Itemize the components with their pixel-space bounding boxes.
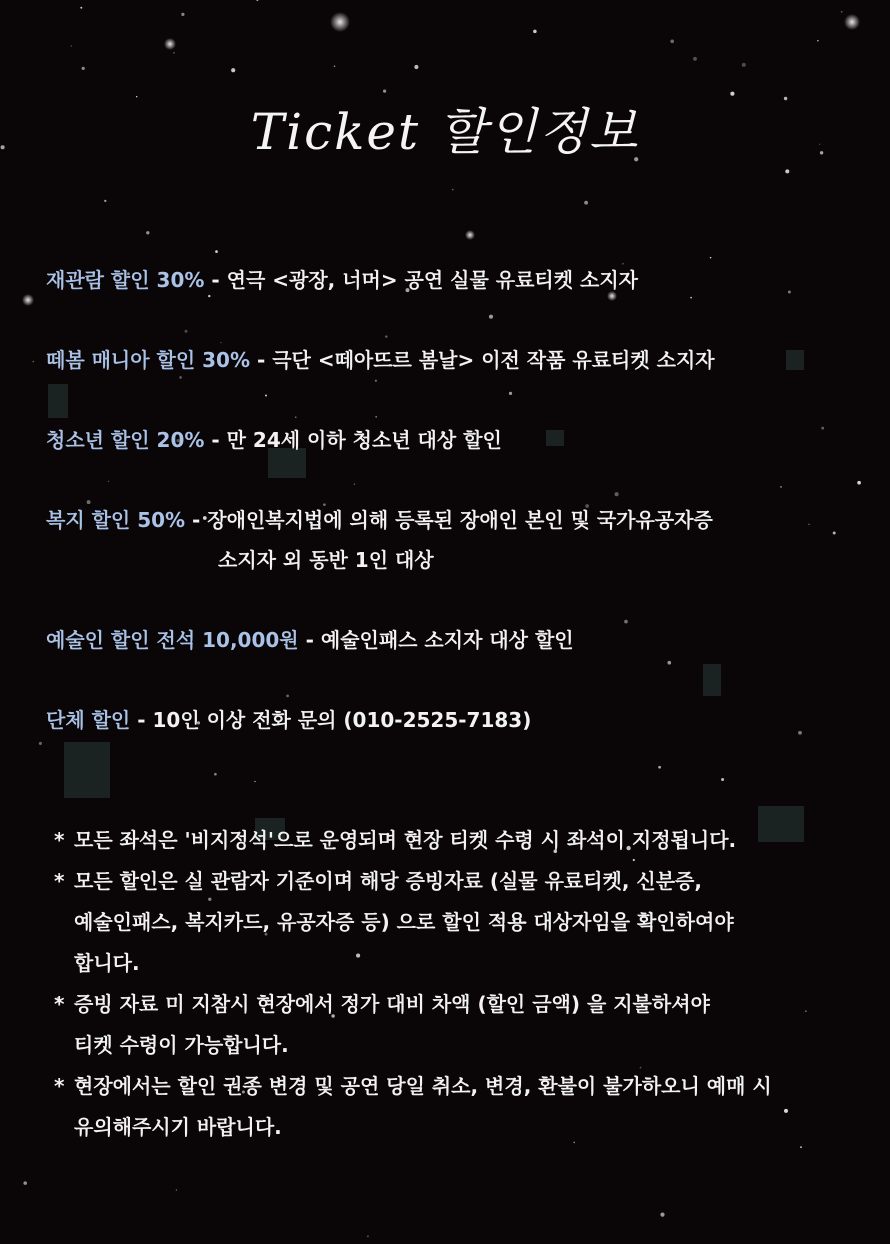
bullet-asterisk: * xyxy=(54,1074,65,1098)
star-dot xyxy=(785,169,789,173)
star-dot xyxy=(857,481,861,485)
star-glow xyxy=(164,38,176,50)
star-dot xyxy=(215,250,218,253)
notice-line: 현장에서는 할인 권종 변경 및 공연 당일 취소, 변경, 환불이 불가하오니 예매 시 xyxy=(74,1074,772,1098)
star-dot xyxy=(624,620,628,624)
star-dot xyxy=(354,483,356,485)
star-dot xyxy=(176,1189,177,1190)
star-dot xyxy=(231,68,235,72)
star-dot xyxy=(185,330,188,333)
notice-item xyxy=(54,1066,772,1148)
star-dot xyxy=(667,661,671,665)
star-dot xyxy=(414,65,418,69)
star-dot xyxy=(146,231,149,234)
star-dot xyxy=(805,1011,806,1012)
discount-label: 단체 할인 xyxy=(46,708,131,732)
discount-label: 떼봄 매니아 할인 30% xyxy=(46,348,250,372)
star-dot xyxy=(452,189,454,191)
star-dot xyxy=(841,11,843,13)
star-dot xyxy=(265,394,267,396)
star-dot xyxy=(489,315,493,319)
notice-item xyxy=(54,984,772,1066)
star-glow xyxy=(465,230,475,240)
star-dot xyxy=(23,1181,27,1185)
discount-desc: - 만 24세 이하 청소년 대상 할인 xyxy=(211,428,502,452)
discount-desc: - 예술인패스 소지자 대상 할인 xyxy=(305,628,574,652)
discount-label: 재관람 할인 30% xyxy=(46,268,205,292)
star-dot xyxy=(181,13,184,16)
star-dot xyxy=(742,63,746,67)
star-dot xyxy=(33,361,35,363)
notice-list xyxy=(54,820,772,1148)
star-dot xyxy=(80,7,82,9)
notice-item xyxy=(54,820,772,861)
star-dot xyxy=(780,486,782,488)
notice-line: 합니다. xyxy=(74,951,140,975)
discount-label: 복지 할인 50% xyxy=(46,508,186,532)
star-dot xyxy=(286,695,289,698)
discount-label: 청소년 할인 20% xyxy=(46,428,205,452)
star-dot xyxy=(39,742,42,745)
star-dot xyxy=(660,1213,664,1217)
discount-revisit xyxy=(46,260,638,300)
page-title: Ticket 할인정보 xyxy=(250,103,640,161)
bullet-asterisk: * xyxy=(54,992,65,1016)
star-dot xyxy=(108,481,109,482)
discount-desc: - 장애인복지법에 의해 등록된 장애인 본인 및 국가유공자증 xyxy=(192,508,713,532)
discount-youth xyxy=(46,420,502,460)
star-dot xyxy=(375,416,377,418)
discount-label: 예술인 할인 전석 10,000원 xyxy=(46,628,299,652)
star-dot xyxy=(833,532,836,535)
discount-desc-continued: 소지자 외 동반 1인 대상 xyxy=(218,548,434,572)
discount-artist xyxy=(46,620,574,660)
star-dot xyxy=(658,766,661,769)
bullet-asterisk: * xyxy=(54,869,65,893)
bullet-asterisk: * xyxy=(54,828,65,852)
star-dot xyxy=(721,778,724,781)
notice-line: 증빙 자료 미 지참시 현장에서 정가 대비 차액 (할인 금액) 을 지불하셔야 xyxy=(74,992,710,1016)
discount-mania xyxy=(46,340,715,380)
star-dot xyxy=(817,40,819,42)
star-dot xyxy=(367,1235,369,1237)
star-dot xyxy=(509,392,512,395)
star-dot xyxy=(334,65,336,67)
notice-line: 티켓 수령이 가능합니다. xyxy=(74,1033,289,1057)
discount-desc: - 연극 <광장, 너머> 공연 실물 유료티켓 소지자 xyxy=(211,268,638,292)
star-dot xyxy=(670,39,674,43)
discount-welfare xyxy=(46,500,713,540)
star-dot xyxy=(254,781,255,782)
star-dot xyxy=(615,492,619,496)
star-dot xyxy=(798,731,802,735)
star-dot xyxy=(710,257,712,259)
star-dot xyxy=(82,67,85,70)
star-dot xyxy=(784,1109,788,1113)
star-dot xyxy=(690,297,692,299)
star-glow xyxy=(330,12,350,32)
star-dot xyxy=(214,773,217,776)
star-dot xyxy=(821,427,824,430)
star-dot xyxy=(533,30,537,34)
star-dot xyxy=(173,52,174,53)
star-dot xyxy=(71,45,73,47)
star-dot xyxy=(385,335,387,337)
star-dot xyxy=(295,416,297,418)
star-glow xyxy=(844,14,860,30)
star-dot xyxy=(693,57,697,61)
notice-line: 예술인패스, 복지카드, 유공자증 등) 으로 할인 적용 대상자임을 확인하여야 xyxy=(74,910,734,934)
discount-group xyxy=(46,700,531,740)
notice-line: 모든 할인은 실 관람자 기준이며 해당 증빙자료 (실물 유료티켓, 신분증, xyxy=(74,869,702,893)
discount-desc: - 극단 <떼아뜨르 봄날> 이전 작품 유료티켓 소지자 xyxy=(256,348,715,372)
notice-item xyxy=(54,861,772,984)
star-dot xyxy=(808,524,809,525)
star-dot xyxy=(788,291,791,294)
notice-line: 모든 좌석은 '비지정석'으로 운영되며 현장 티켓 수령 시 좌석이 지정됩니다. xyxy=(74,828,737,852)
star-dot xyxy=(584,201,588,205)
discount-desc: - 10인 이상 전화 문의 (010-2525-7183) xyxy=(137,708,532,732)
star-dot xyxy=(800,1146,802,1148)
star-dot xyxy=(104,200,106,202)
notice-line: 유의해주시기 바랍니다. xyxy=(74,1115,282,1139)
star-glow xyxy=(22,294,34,306)
